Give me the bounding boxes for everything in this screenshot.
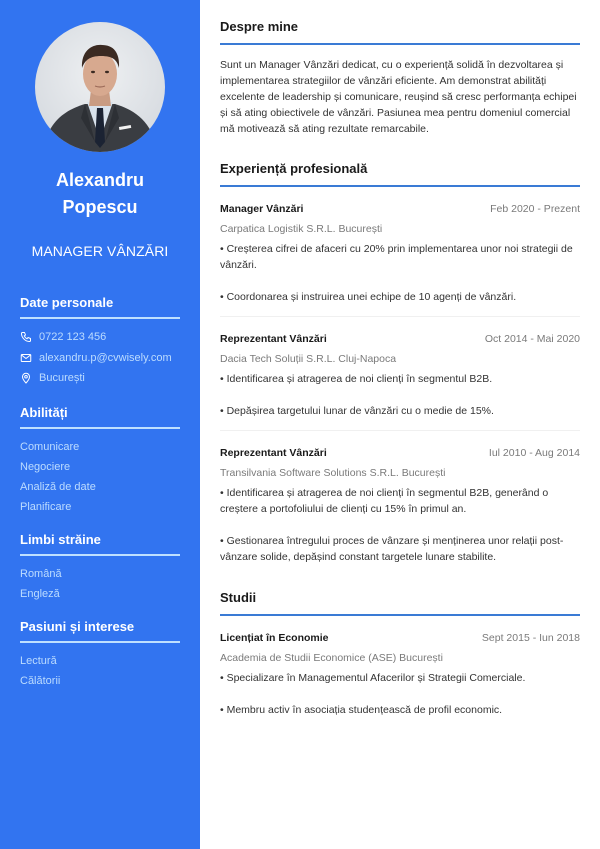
portrait-icon <box>35 22 165 152</box>
entry-date: Iul 2010 - Aug 2014 <box>488 447 580 459</box>
entry-organization: Transilvania Software Solutions S.R.L. București <box>220 467 446 479</box>
skill-item: Comunicare <box>20 440 80 453</box>
contact-email[interactable] <box>20 348 180 369</box>
entry-bullet: • Membru activ în asociația studențească de profil economic. <box>220 704 503 716</box>
phone-icon <box>20 331 32 343</box>
entry-bullet: • Specializare în Managementul Afacerilor și Strategii Comerciale. <box>220 672 526 684</box>
entry-title: Reprezentant Vânzări <box>220 447 327 459</box>
contact-value: 0722 123 456 <box>39 331 107 344</box>
contact-location <box>20 368 180 389</box>
entry-organization: Dacia Tech Soluții S.R.L. Cluj-Napoca <box>220 353 397 365</box>
personal-data-section <box>20 295 180 389</box>
section-heading: Date personale <box>20 295 180 319</box>
first-name: Alexandru <box>55 170 145 190</box>
interest-item: Călătorii <box>20 674 61 687</box>
about-section <box>220 19 580 137</box>
contact-value: București <box>39 372 85 385</box>
interests-list <box>20 651 180 691</box>
language-item: Engleză <box>20 587 60 600</box>
location-pin-icon <box>20 372 32 384</box>
experience-entry <box>220 431 580 576</box>
skill-item: Analiză de date <box>20 480 96 493</box>
education-entry <box>220 616 580 729</box>
contact-phone[interactable] <box>20 327 180 348</box>
entry-bullet: • Identificarea și atragerea de noi clienți în segmentul B2B. <box>220 373 493 385</box>
skill-item: Negociere <box>20 460 71 473</box>
entry-date: Oct 2014 - Mai 2020 <box>484 333 580 345</box>
about-text: Sunt un Manager Vânzări dedicat, cu o experiență solidă în dezvoltarea și implementarea strategiilor de vânzări eficiente. Am demonstrat abilități excelente de leadership și comunicare, reușind să cresc performanța echipei și să ating obiectivele de vânzări. Pasiunea mea pentru domeniul comercial mă motivează să ating rezultate remarcabile. <box>220 59 577 135</box>
entry-title: Manager Vânzări <box>220 203 304 215</box>
languages-list <box>20 564 180 604</box>
mail-icon <box>20 352 32 364</box>
entry-bullet: • Gestionarea întregului proces de vânzare și menținerea unor relații post-vânzare solide, depășind constant targetele lunare stabilite. <box>220 535 564 563</box>
experience-entry <box>220 317 580 431</box>
section-heading: Limbi străine <box>20 532 180 556</box>
entry-bullet: • Depășirea targetului lunar de vânzări cu o medie de 15%. <box>220 405 494 417</box>
entry-organization: Academia de Studii Economice (ASE) București <box>220 652 443 664</box>
experience-entry <box>220 187 580 317</box>
entry-bullet: • Identificarea și atragerea de noi clienți în segmentul B2B, generând o creștere a portofoliului de clienți cu 15% în primul an. <box>220 487 549 515</box>
candidate-name <box>20 167 180 221</box>
skills-section <box>20 405 180 517</box>
entry-title: Reprezentant Vânzări <box>220 333 327 345</box>
languages-section <box>20 532 180 604</box>
section-heading: Pasiuni și interese <box>20 619 180 643</box>
skill-item: Planificare <box>20 500 72 513</box>
skills-list <box>20 437 180 517</box>
entry-bullet: • Coordonarea și instruirea unei echipe de 10 agenți de vânzări. <box>220 291 517 303</box>
profile-photo <box>35 22 165 152</box>
section-heading: Studii <box>220 590 580 616</box>
main-content <box>200 0 600 849</box>
experience-section <box>220 161 580 576</box>
last-name: Popescu <box>62 197 138 217</box>
sidebar <box>0 0 200 849</box>
contact-value: alexandru.p@cvwisely.com <box>39 351 172 364</box>
section-heading: Experiență profesională <box>220 161 580 187</box>
section-heading: Despre mine <box>220 19 580 45</box>
interest-item: Lectură <box>20 654 57 667</box>
job-title: MANAGER VÂNZĂRI <box>31 243 169 259</box>
entry-bullet: • Creșterea cifrei de afaceri cu 20% prin implementarea unor noi strategii de vânzări. <box>220 243 573 271</box>
language-item: Română <box>20 567 62 580</box>
entry-date: Sept 2015 - Iun 2018 <box>481 632 580 644</box>
section-heading: Abilități <box>20 405 180 429</box>
education-section <box>220 590 580 729</box>
entry-title: Licențiat în Economie <box>220 632 329 644</box>
entry-organization: Carpatica Logistik S.R.L. București <box>220 223 383 235</box>
entry-date: Feb 2020 - Prezent <box>490 203 580 215</box>
interests-section <box>20 619 180 691</box>
